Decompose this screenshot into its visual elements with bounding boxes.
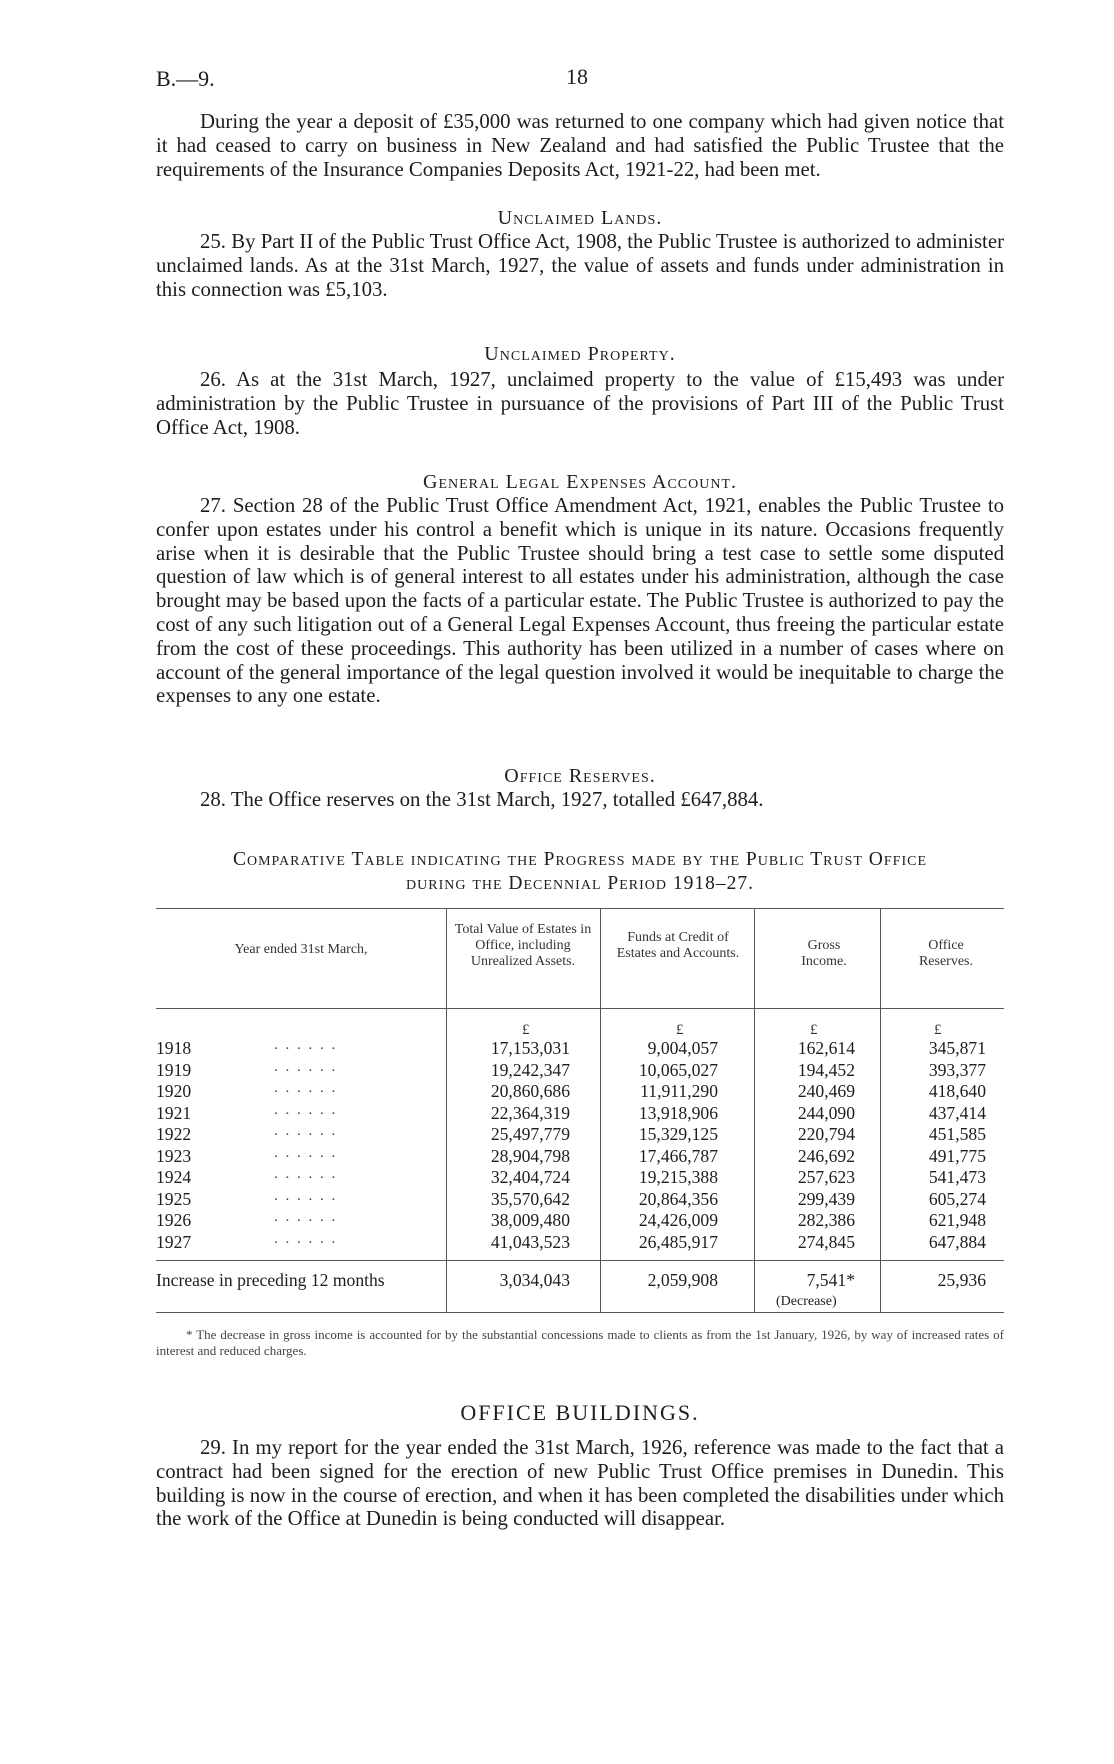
leader-dots: . . . . . .: [274, 1037, 338, 1053]
leader-dots: . . . . . .: [274, 1123, 338, 1139]
header-office-reserves: Office Reserves.: [918, 938, 974, 969]
table-cell-office-reserves: 418,640: [928, 1081, 986, 1101]
header-bottom-rule: [156, 1008, 1004, 1009]
paragraph-26: 26. As at the 31st March, 1927, unclaimed property to the value of £15,493 was under administration by the Public Trustee in pursuance of the provisions of Part III of the Public Trust Office Act, 1908.: [156, 368, 1004, 439]
paragraph-29: 29. In my report for the year ended the 31st March, 1926, reference was made to the fact that a contract had been signed for the erection of new Public Trust Office premises in Dunedin. This building is now in the course of erection, and when it has been completed the disabilities under which the work of the Office at Dunedin is being conducted will disappear.: [156, 1436, 1004, 1531]
table-cell-office-reserves: 605,274: [928, 1188, 986, 1209]
table-cell-total-value: 35,570,642: [490, 1188, 570, 1209]
table-cell-funds: 19,215,388: [638, 1167, 718, 1187]
table-cell-funds: 9,004,057: [647, 1038, 718, 1058]
table-cell-total-value: 41,043,523: [490, 1231, 570, 1252]
table-cell-funds: 20,864,356: [638, 1188, 718, 1209]
table-cell-gross-income: 257,623: [797, 1167, 855, 1187]
table-row-year: 1925: [156, 1188, 192, 1209]
page-number: 18: [566, 64, 588, 89]
table-cell-total-value: 17,153,031: [490, 1038, 570, 1058]
paragraph-27: 27. Section 28 of the Public Trust Office Amendment Act, 1921, enables the Public Trustee to confer upon estates under his control a benefit which is unique in its nature. Occasions frequently arise when it is desirable that the Public Trustee should bring a test case to settle some disputed question of law which is of general interest to all estates under his administration, although the case brought may be based upon the facts of a particular estate. The Public Trustee is authorized to pay the cost of any such litigation out of a General Legal Expenses Account, thus freeing the particular estate from the cost of these proceedings. This authority has been utilized in a number of cases where on account of the general importance of the legal question involved it would be inequitable to charge the expenses to any one estate.: [156, 494, 1004, 708]
unit-pound-total: £: [522, 1022, 530, 1038]
section-office-buildings: [156, 1436, 1004, 1531]
table-cell-funds: 24,426,009: [638, 1210, 718, 1230]
column-divider: [880, 908, 881, 1312]
table-cell-funds: 13,918,906: [638, 1102, 718, 1123]
table-cell-gross-income: 246,692: [797, 1145, 855, 1166]
table-cell-office-reserves: 451,585: [928, 1124, 986, 1144]
leader-dots: . . . . . .: [274, 1144, 338, 1161]
table-cell-office-reserves: 491,775: [928, 1145, 986, 1166]
table-row-year: 1923: [156, 1145, 192, 1166]
table-row-year: 1926: [156, 1210, 192, 1230]
table-cell-office-reserves: 621,948: [928, 1210, 986, 1230]
table-row-year: 1927: [156, 1231, 192, 1252]
increase-total-value: 3,034,043: [499, 1270, 570, 1290]
table-title-line-2: during the Decennial Period 1918–27.: [406, 873, 754, 894]
table-cell-office-reserves: 345,871: [928, 1038, 986, 1058]
table-top-rule: [156, 908, 1004, 909]
table-row-year: 1920: [156, 1081, 192, 1101]
section-heading: General Legal Expenses Account.: [423, 471, 737, 493]
increase-funds: 2,059,908: [647, 1270, 718, 1290]
table-cell-gross-income: 194,452: [797, 1059, 855, 1080]
column-divider: [754, 908, 755, 1312]
increase-office-reserves: 25,936: [937, 1270, 986, 1290]
increase-income-note: (Decrease): [776, 1294, 837, 1309]
section-unclaimed-property: [156, 342, 1004, 439]
table-footnote: * The decrease in gross income is accounted for by the substantial concessions made to clients as from the 1st January, 1926, by way of increased rates of interest and reduced charges.: [156, 1327, 1004, 1358]
column-divider: [446, 908, 447, 1312]
leader-dots: . . . . . .: [274, 1080, 338, 1096]
header-total-value: Total Value of Estates in Office, including Unrealized Assets.: [454, 922, 592, 969]
table-cell-total-value: 22,364,319: [490, 1102, 570, 1123]
table-cell-gross-income: 274,845: [797, 1231, 855, 1252]
table-row-year: 1924: [156, 1167, 192, 1187]
increase-gross-income: 7,541*: [806, 1270, 855, 1290]
leader-dots: . . . . . .: [274, 1230, 338, 1247]
table-cell-gross-income: 162,614: [797, 1038, 855, 1058]
header-year: Year ended 31st March,: [234, 942, 368, 957]
paragraph-text: During the year a deposit of £35,000 was returned to one company which had given notice that it had ceased to carry on business in New Zealand and had satisfied the Public Trustee that the requirements of the Insurance Companies Deposits Act, 1921-22, had been met.: [156, 110, 1004, 181]
table-cell-gross-income: 282,386: [797, 1210, 855, 1230]
section-heading: Office Reserves.: [504, 765, 656, 787]
table-row-year: 1921: [156, 1102, 192, 1123]
leader-dots: . . . . . .: [274, 1166, 338, 1182]
table-cell-office-reserves: 393,377: [928, 1059, 986, 1080]
table-cell-gross-income: 244,090: [797, 1102, 855, 1123]
paragraph-25: 25. By Part II of the Public Trust Office Act, 1908, the Public Trustee is authorized to administer unclaimed lands. As at the 31st March, 1927, the value of assets and funds under administration in this connection was £5,103.: [156, 230, 1004, 301]
table-bottom-rule: [156, 1312, 1004, 1313]
table-cell-office-reserves: 647,884: [928, 1231, 986, 1252]
table-cell-gross-income: 240,469: [797, 1081, 855, 1101]
table-cell-total-value: 28,904,798: [490, 1145, 570, 1166]
leader-dots: . . . . . .: [274, 1187, 338, 1204]
table-cell-funds: 15,329,125: [638, 1124, 718, 1144]
table-row-year: 1918: [156, 1038, 192, 1058]
section-unclaimed-lands: [156, 206, 1004, 301]
increase-row-label: Increase in preceding 12 months: [156, 1270, 385, 1290]
table-cell-funds: 17,466,787: [638, 1145, 718, 1166]
leader-dots: . . . . . .: [274, 1209, 338, 1225]
leader-dots: . . . . . .: [274, 1058, 338, 1075]
office-buildings-heading: OFFICE BUILDINGS.: [460, 1400, 700, 1425]
section-heading: Unclaimed Lands.: [497, 207, 663, 229]
unit-pound-reserves: £: [934, 1022, 942, 1038]
table-cell-funds: 26,485,917: [638, 1231, 718, 1252]
column-divider: [600, 908, 601, 1312]
paragraph-24-continued: [156, 110, 1004, 181]
unit-pound-funds: £: [676, 1022, 684, 1038]
table-cell-total-value: 25,497,779: [490, 1124, 570, 1144]
table-title-line-1: Comparative Table indicating the Progress made by the Public Trust Office: [232, 849, 928, 870]
table-cell-funds: 11,911,290: [640, 1081, 718, 1101]
table-cell-total-value: 19,242,347: [490, 1059, 570, 1080]
section-heading: Unclaimed Property.: [484, 343, 676, 365]
header-funds-at-credit: Funds at Credit of Estates and Accounts.: [616, 930, 740, 961]
table-cell-total-value: 20,860,686: [490, 1081, 570, 1101]
table-cell-office-reserves: 437,414: [928, 1102, 986, 1123]
unit-pound-income: £: [810, 1022, 818, 1038]
table-cell-gross-income: 299,439: [797, 1188, 855, 1209]
table-cell-funds: 10,065,027: [638, 1059, 718, 1080]
table-cell-total-value: 38,009,480: [490, 1210, 570, 1230]
header-gross-income: Gross Income.: [801, 938, 847, 969]
paragraph-28: 28. The Office reserves on the 31st March, 1927, totalled £647,884.: [200, 788, 764, 811]
table-row-year: 1922: [156, 1124, 192, 1144]
table-cell-total-value: 32,404,724: [490, 1167, 570, 1187]
section-office-reserves: [156, 764, 1004, 812]
table-title: [156, 848, 1004, 896]
total-separator-rule: [156, 1260, 1004, 1261]
document-reference: B.—9.: [156, 66, 215, 91]
table-cell-gross-income: 220,794: [797, 1124, 855, 1144]
table-row-year: 1919: [156, 1059, 192, 1080]
leader-dots: . . . . . .: [274, 1101, 338, 1118]
section-general-legal-expenses: [156, 470, 1004, 708]
table-cell-office-reserves: 541,473: [928, 1167, 986, 1187]
